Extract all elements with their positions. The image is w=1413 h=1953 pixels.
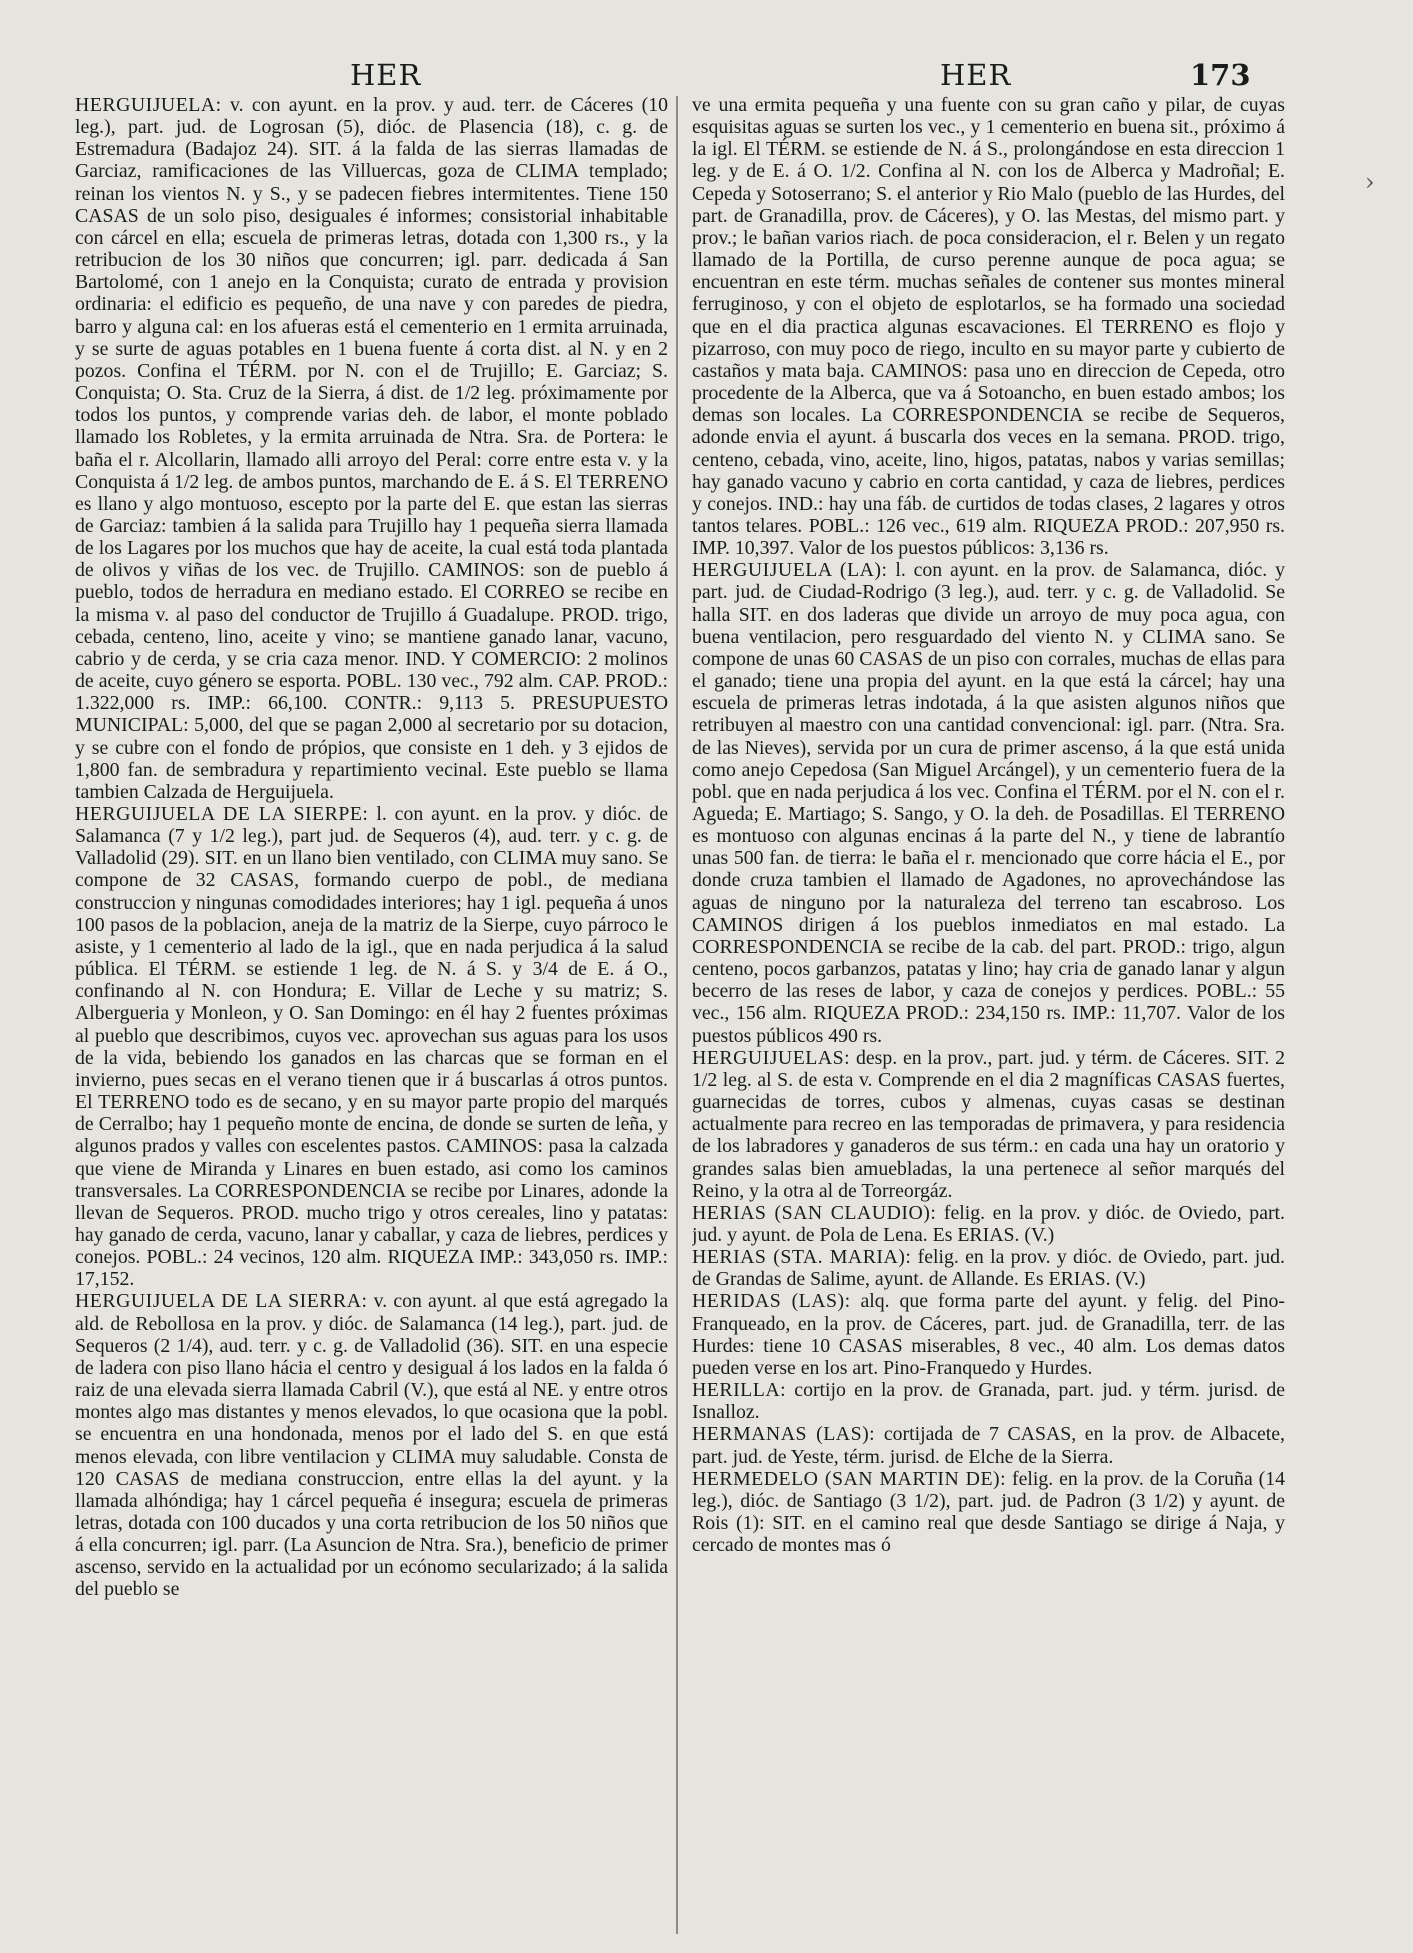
entry-headword: HERGUIJUELA DE LA SIERRA: — [75, 1290, 368, 1313]
entry-text: ve una ermita pequeña y una fuente con su gran caño y pilar, de cuyas esquisitas aguas se surten los vec., y 1 cementerio en buena sit., próximo á la igl. El TÉRM. se estiende de N. á S., prolongándose en esta direccion 1 leg. y de E. á O. 1/2. Confina al N. con los de Alberca y Madroñal; E. Cepeda y Sotoserrano; S. el anterior y Rio Malo (pueblo de las Hurdes, del part. de Granadilla, prov. de Cáceres), y O. las Mestas, del mismo part. y prov.; le bañan varios riach. de poca consideracion, el r. Belen y un regato llamado de la Portilla, de curso perenne aunque de poca agua; se encuentran en este térm. muchas señales de contener sus montes mineral ferruginoso, y con el objeto de esplotarlos, se ha formado una sociedad que en el dia practica algunas escavaciones. El TERRENO es flojo y pizarroso, con muy poco de riego, inculto en su mayor parte y cubierto de castaños y mata baja. CAMINOS: pasa uno en direccion de Cepeda, otro procedente de la Alberca, que va á Sotoancho, en buen estado ambos; los demas son locales. La CORRESPONDENCIA se recibe de Sequeros, adonde envia el ayunt. á buscarla dos veces en la semana. PROD. trigo, centeno, cebada, vino, aceite, lino, higos, patatas, nabos y varias semillas; hay ganado vacuno y cabrio en corta cantidad, y caza de liebres, perdices y conejos. IND.: hay una fáb. de curtidos de todas clases, 2 lagares y otros tantos telares. POBL.: 126 vec., 619 alm. RIQUEZA PROD.: 207,950 rs. IMP. 10,397. Valor de los puestos públicos: 3,136 rs. — [692, 94, 1285, 560]
entry-text: felig. en la prov. de la Coruña (14 leg.), dióc. de Santiago (3 1/2), part. jud. de Padron (3 1/2) y ayunt. de Rois (1): SIT. en el camino real que desde Santiago se dirige á Naja, y cercado de montes mas ó — [692, 1467, 1285, 1557]
entry-text: l. con ayunt. en la prov. y dióc. de Salamanca (7 y 1/2 leg.), part jud. de Sequeros (4), aud. terr. y c. g. de Valladolid (29). SIT. en un llano bien ventilado, con CLIMA muy sano. Se compone de 32 CASAS, formando cuerpo de pobl., de mediana construccion y ningunas comodidades interiores; hay 1 igl. pequeña á unos 100 pasos de la poblacion, aneja de la matriz de la Sierpe, cuyo párroco le asiste, y 1 cementerio al lado de la igl., que en nada perjudica á la salud pública. El TÉRM. se estiende 1 leg. de N. á S. y 3/4 de E. á O., confinando al N. con Hondura; E. Villar de Leche y su matriz; S. Albergueria y Monleon, y O. San Domingo: en él hay 2 fuentes próximas al pueblo que describimos, cuyos vec. aprovechan sus aguas para los usos de la vida, bebiendo los ganados en las charcas que se forman en el invierno, pues secas en el verano tienen que ir á buscarlas á otros puntos. El TERRENO todo es de secano, y en su mayor parte propio del marqués de Cerralbo; hay 1 pequeño monte de encina, de donde se surten de leña, y algunos prados y valles con escelentes pastos. CAMINOS: pasa la calzada que viene de Miranda y Linares en buen estado, asi como los caminos transversales. La CORRESPONDENCIA se recibe por Linares, adonde la llevan de Sequeros. PROD. mucho trigo y otros cereales, lino y patatas: hay ganado de cerda, vacuno, lanar y caballar, y caza de liebres, perdices y conejos. POBL.: 24 vecinos, 120 alm. RIQUEZA IMP.: 343,050 rs. IMP.: 17,152. — [75, 803, 668, 1291]
running-head-right: HER — [940, 58, 1012, 92]
column-divider — [676, 96, 678, 1934]
entry-herguijuela-la — [692, 559, 1285, 1046]
entry-herguijuela — [75, 94, 668, 803]
running-head-left: HER — [350, 58, 422, 92]
entry-headword: HERIDAS (LAS): — [692, 1290, 851, 1313]
entry-headword: HERGUIJUELA DE LA SIERPE: — [75, 803, 369, 825]
entry-herilla — [692, 1379, 1285, 1423]
entry-herguijuela-de-la-sierra — [75, 1290, 668, 1600]
entry-text: desp. en la prov., part. jud. y térm. de Cáceres. SIT. 2 1/2 leg. al S. de esta v. Comprende en el dia 2 magníficas CASAS fuertes, guarnecidas de torres, cubos y almenas, cuyas casas se destinan actualmente para recreo en las temporadas de primavera, y para residencia de los labradores y ganaderos de sus térm.: en cada una hay un oratorio y grandes salas bien amuebladas, la una pertenece al señor marqués del Reino, y la otra al de Torreorgáz. — [692, 1046, 1285, 1202]
entry-text: v. con ayunt. en la prov. y aud. terr. de Cáceres (10 leg.), part. jud. de Logrosan (5), dióc. de Plasencia (18), c. g. de Estremadura (Badajoz 24). SIT. á la falda de las sierras llamadas de Garciaz, ramificaciones de las Villuercas, goza de CLIMA templado; reinan los vientos N. y S., y se padecen fiebres intermitentes. Tiene 150 CASAS de un solo piso, desiguales é informes; consistorial inhabitable con cárcel en ella; escuela de primeras letras, dotada con 1,300 rs., y la retribucion de los 30 niños que concurren; igl. parr. dedicada á San Bartolomé, con 1 anejo en la Conquista; curato de entrada y provision ordinaria: el edificio es pequeño, de una nave y con paredes de piedra, barro y alguna cal: en los afueras está el cementerio en 1 ermita arruinada, y se surte de aguas potables en 1 buena fuente á corta dist. al N. y en 2 pozos. Confina el TÉRM. por N. con el de Trujillo; E. Garciaz; S. Conquista; O. Sta. Cruz de la Sierra, á dist. de 1/2 leg. próximamente por todos los puntos, y comprende varias deh. de labor, el monte poblado llamado los Robletes, y la ermita arruinada de Ntra. Sra. de Portera: le baña el r. Alcollarin, llamado alli arroyo del Peral: corre entre esta v. y la Conquista á 1/2 leg. de ambos puntos, marchando de E. á S. El TERRENO es llano y algo montuoso, escepto por la parte del E. que estan las sierras de Garciaz: tambien á la salida para Trujillo hay 1 pequeña sierra llamada de los Lagares por los muchos que hay de aceite, la cual está toda plantada de olivos y viñas de los vec. de Trujillo. CAMINOS: son de pueblo á pueblo, todos de herradura en mediano estado. El CORREO se recibe en la misma v. al paso del conductor de Trujillo á Guadalupe. PROD. trigo, cebada, centeno, lino, aceite y vino; se mantiene ganado lanar, vacuno, cabrio y de cerda, y se cria caza menor. IND. Y COMERCIO: 2 molinos de aceite, cuyo género se esporta. POBL. 130 vec., 792 alm. CAP. PROD.: 1.322,000 rs. IMP.: 66,100. CONTR.: 9,113 5. PRESUPUESTO MUNICIPAL: 5,000, del que se pagan 2,000 al secretario por su dotacion, y se cubre con el fondo de própios, que consiste en 1 deh. y 3 ejidos de 1,800 fan. de sembradura y repartimiento vecinal. Este pueblo se llama tambien Calzada de Herguijuela. — [75, 94, 668, 803]
margin-mark: › — [1365, 168, 1375, 196]
entry-headword: HERIAS (STA. MARIA): — [692, 1246, 912, 1269]
entry-hermedelo — [692, 1468, 1285, 1557]
entry-text: cortijo en la prov. de Granada, part. jud. y térm. jurisd. de Isnalloz. — [692, 1379, 1285, 1424]
entry-text: felig. en la prov. y dióc. de Oviedo, part. jud. de Grandas de Salime, ayunt. de Allande. Es ERIAS. (V.) — [692, 1246, 1285, 1291]
entry-text: cortijada de 7 CASAS, en la prov. de Albacete, part. jud. de Yeste, térm. jurisd. de Elche de la Sierra. — [692, 1423, 1285, 1468]
entry-headword: HERILLA: — [692, 1379, 787, 1402]
entry-text: alq. que forma parte del ayunt. y felig. del Pino-Franqueado, en la prov. de Cáceres, part. jud. de Granadilla, terr. de las Hurdes: tiene 10 CASAS miserables, 8 vec., 40 alm. Los demas datos pueden verse en los art. Pino-Franquedo y Hurdes. — [692, 1290, 1285, 1379]
entry-headword: HERMEDELO (SAN MARTIN DE): — [692, 1467, 1007, 1490]
entry-headword: HERMANAS (LAS): — [692, 1423, 876, 1446]
entry-headword: HERGUIJUELA (LA): — [692, 559, 888, 582]
entry-herias-san-claudio — [692, 1202, 1285, 1246]
entry-herias-sta-maria — [692, 1246, 1285, 1290]
page-number: 173 — [1190, 58, 1251, 92]
entry-text: v. con ayunt. al que está agregado la ald. de Rebollosa en la prov. y dióc. de Salamanca (14 leg.), part. jud. de Sequeros (2 1/4), aud. terr. y c. g. de Valladolid (36). SIT. en una especie de ladera con piso llano hácia el centro y desigual á los lados en la falda ó raiz de una elevada sierra llamada Cabril (V.), que está al NE. y entre otros montes algo mas distantes y menos elevados, lo que ocasiona que la pobl. se encuentra en una hondonada, menos por el lado del S. en que está menos elevada, con libre ventilacion y CLIMA muy saludable. Consta de 120 CASAS de mediana construccion, entre ellas la del ayunt. y la llamada alhóndiga; hay 1 cárcel pequeña é insegura; escuela de primeras letras, dotada con 100 ducados y una corta retribucion de los 50 niños que á ella concurren; igl. parr. (La Asuncion de Ntra. Sra.), beneficio de primer ascenso, servido en la actualidad por un ecónomo secularizado; á la salida del pueblo se — [75, 1290, 668, 1601]
entry-headword: HERGUIJUELAS: — [692, 1046, 851, 1069]
left-column — [75, 94, 668, 1934]
entry-headword: HERGUIJUELA: — [75, 94, 222, 116]
entry-text: felig. en la prov. y dióc. de Oviedo, part. jud. y ayunt. de Pola de Lena. Es ERIAS. (V.) — [692, 1201, 1285, 1246]
entry-hermanas — [692, 1423, 1285, 1467]
entry-heridas — [692, 1290, 1285, 1379]
right-column — [692, 94, 1285, 1934]
entry-headword: HERIAS (SAN CLAUDIO): — [692, 1201, 937, 1224]
entry-herguijuela-de-la-sierpe — [75, 803, 668, 1290]
entry-text: l. con ayunt. en la prov. de Salamanca, dióc. y part. jud. de Ciudad-Rodrigo (3 leg.), aud. terr. y c. g. de Valladolid. Se halla SIT. en dos laderas que divide un arroyo de muy poca agua, con buena ventilacion, pero resguardado del viento N. y CLIMA sano. Se compone de unas 60 CASAS de un piso con corrales, muchas de ellas para el ganado; tiene una propia del ayunt. en la que está la cárcel; hay una escuela de primeras letras indotada, á la que asisten algunos niños que retribuyen al maestro con una cantidad convencional: igl. parr. (Ntra. Sra. de las Nieves), servida por un cura de primer ascenso, á la que está unida como anejo Cepedosa (San Miguel Arcángel), y un cementerio fuera de la pobl. que en nada perjudica á los vec. Confina el TÉRM. por el N. con el r. Agueda; E. Martiago; S. Sango, y O. la deh. de Posadillas. El TERRENO es montuoso con algunas encinas á la parte del N., y tiene de labrantío unas 500 fan. de tierra: le baña el r. mencionado que corre hácia el E., por donde cruza tambien el llamado de Agadones, no aprovechándose las aguas de ninguno por la naturaleza del terreno tan escabroso. Los CAMINOS dirigen á los pueblos inmediatos en mal estado. La CORRESPONDENCIA se recibe de la cab. del part. PROD.: trigo, algun centeno, pocos garbanzos, patatas y lino; hay cria de ganado lanar y algun becerro de las reses de labor, y caza de conejos y perdices. POBL.: 55 vec., 156 alm. RIQUEZA PROD.: 234,150 rs. IMP.: 11,707. Valor de los puestos públicos 490 rs. — [692, 559, 1285, 1047]
entry-continuation — [692, 94, 1285, 559]
entry-herguijuelas — [692, 1047, 1285, 1202]
